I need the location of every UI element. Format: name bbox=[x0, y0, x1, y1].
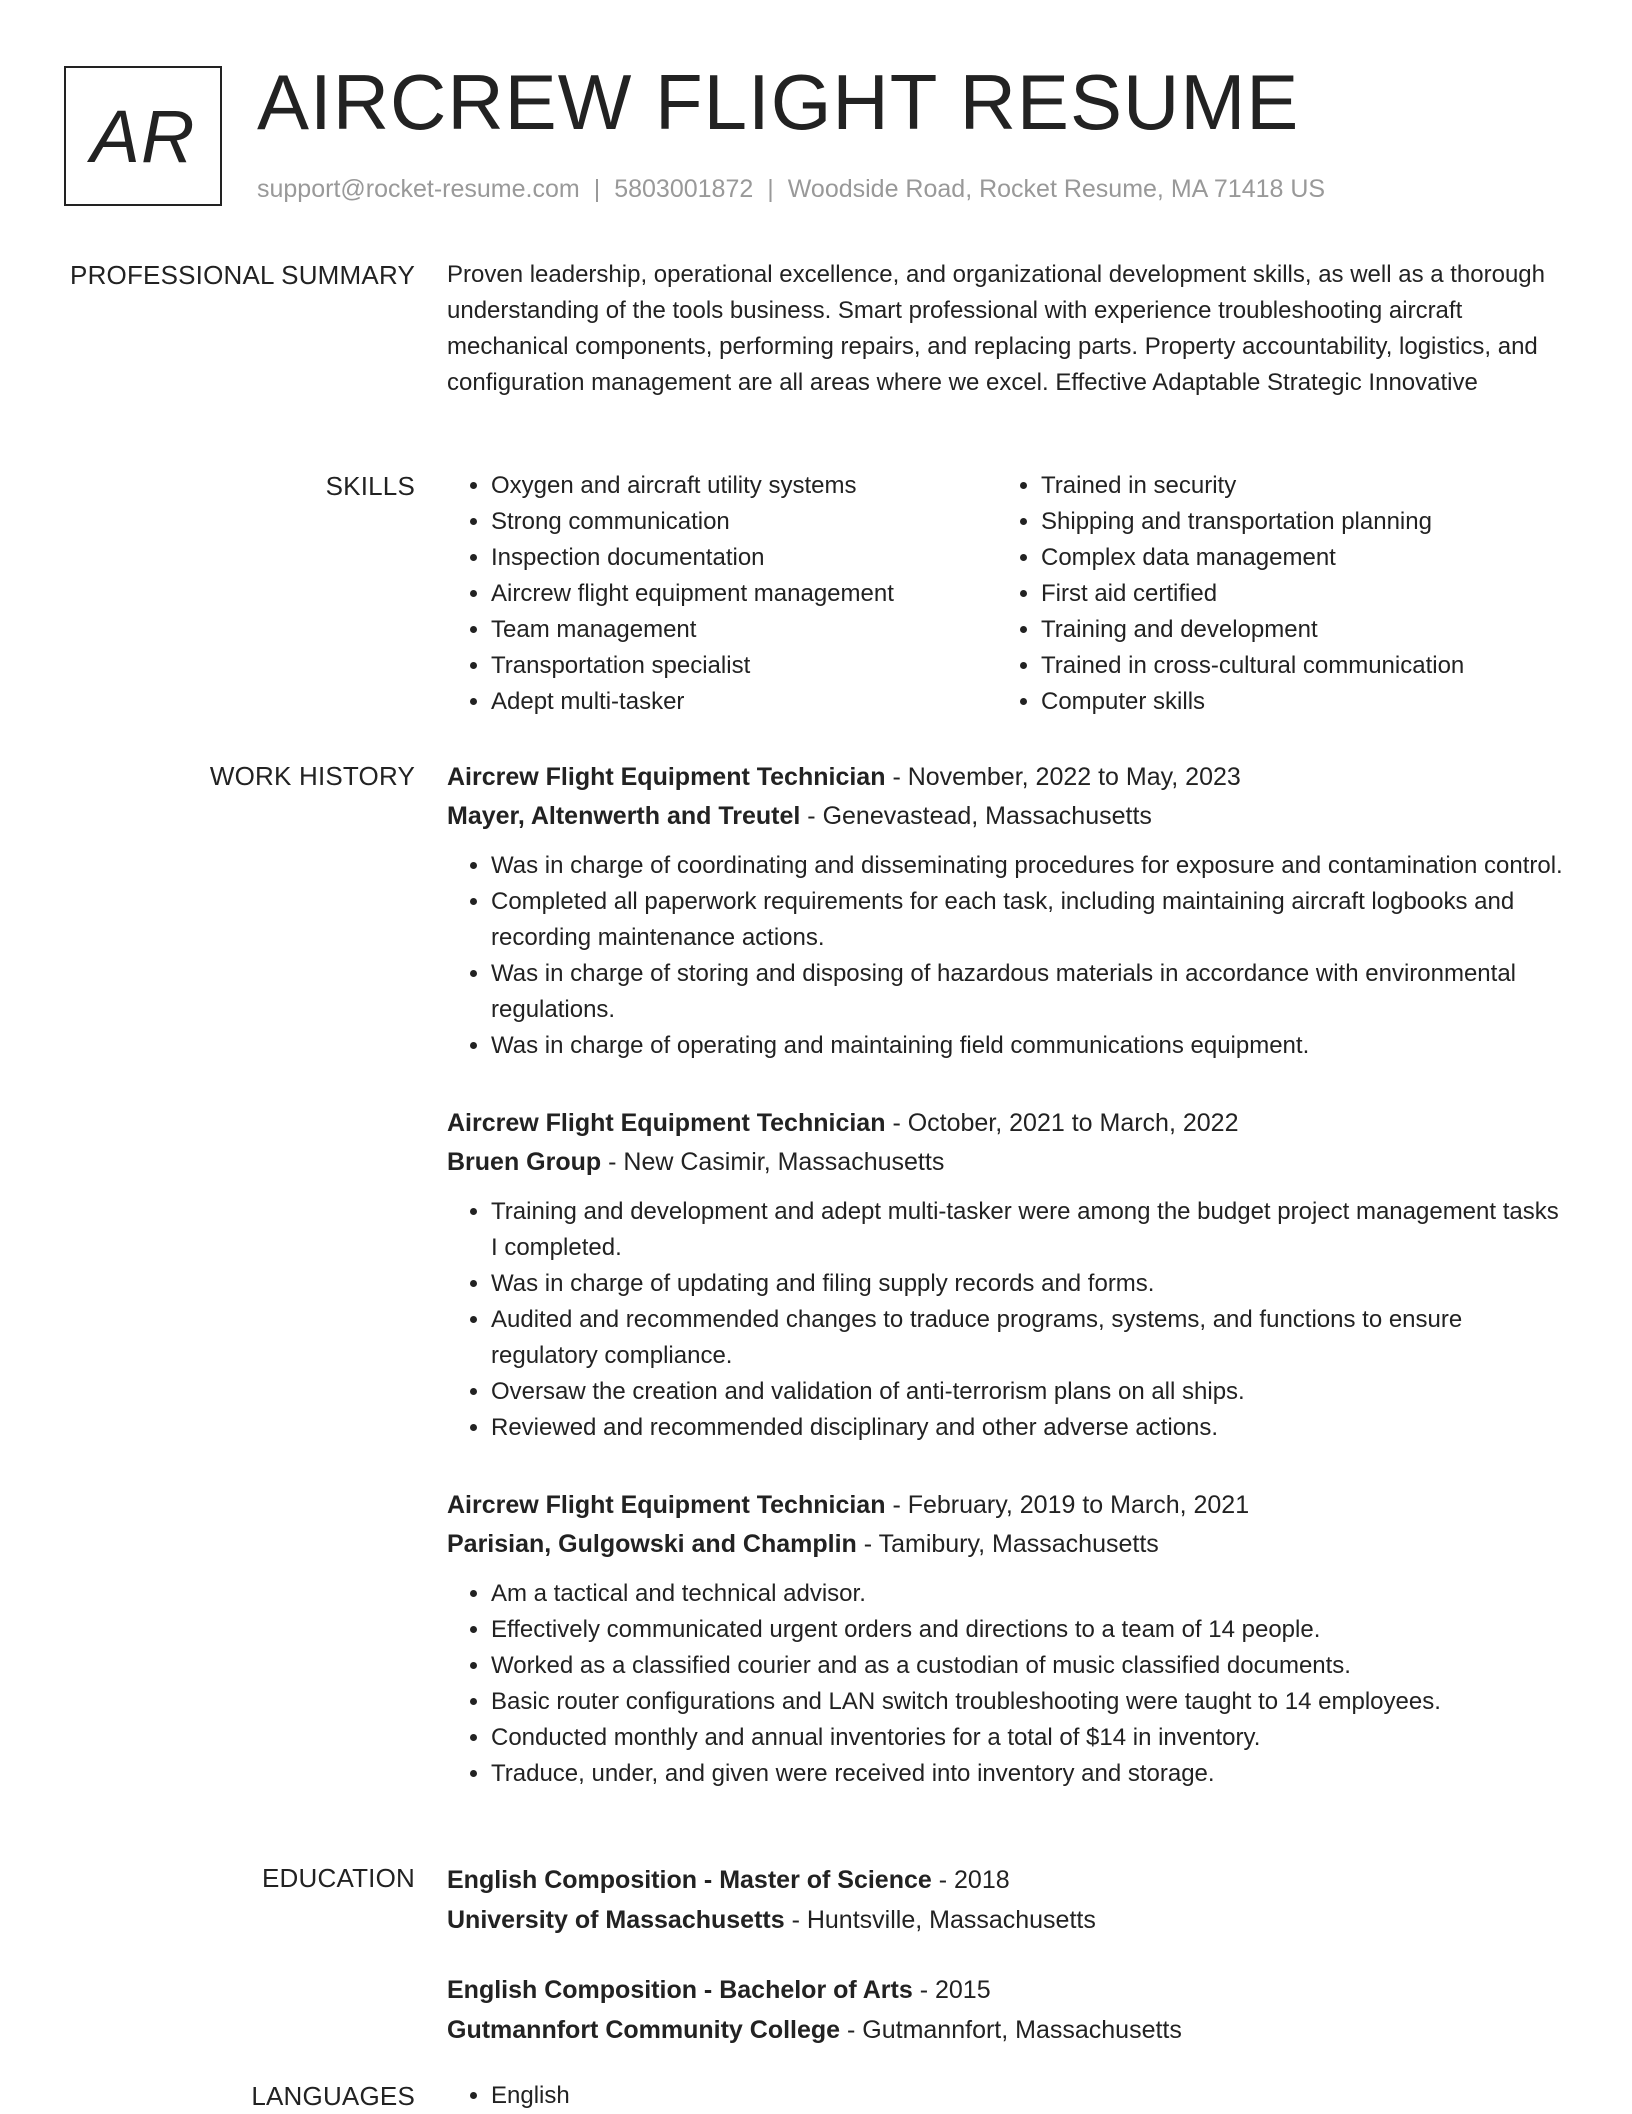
job-bullets bbox=[447, 1576, 1567, 1792]
education-school: Gutmannfort Community College bbox=[447, 2016, 841, 2044]
job-company: Bruen Group bbox=[447, 1148, 602, 1176]
contact-separator: | bbox=[593, 175, 601, 203]
education-degree: English Composition - Bachelor of Arts bbox=[447, 1976, 913, 2004]
job-title: Aircrew Flight Equipment Technician bbox=[447, 1109, 886, 1137]
education-degree: English Composition - Master of Science bbox=[447, 1866, 932, 1894]
language-item: • English bbox=[491, 2078, 1567, 2114]
education-entry bbox=[447, 1970, 1567, 2050]
education-school: University of Massachusetts bbox=[447, 1906, 785, 1934]
skill-item: • Trained in cross-cultural communication bbox=[1041, 648, 1464, 684]
contact-email: support@rocket-resume.com bbox=[257, 175, 580, 203]
job-bullets bbox=[447, 1194, 1567, 1446]
job-bullet: • Oversaw the creation and validation of anti-terrorism plans on all ships. bbox=[491, 1374, 1567, 1410]
skill-item: • Training and development bbox=[1041, 612, 1464, 648]
job-dates: - November, 2022 to May, 2023 bbox=[892, 763, 1241, 791]
skill-item: • Shipping and transportation planning bbox=[1041, 504, 1464, 540]
skill-item: • Aircrew flight equipment management bbox=[491, 576, 997, 612]
education-year: - 2015 bbox=[919, 1976, 991, 2004]
skill-item: • Complex data management bbox=[1041, 540, 1464, 576]
job-bullet: • Conducted monthly and annual inventories for a total of $14 in inventory. bbox=[491, 1720, 1567, 1756]
job-location: - New Casimir, Massachusetts bbox=[608, 1148, 945, 1176]
job-bullet: • Training and development and adept multi-tasker were among the budget project management tasks I completed. bbox=[491, 1194, 1567, 1266]
work-history-heading: WORK HISTORY bbox=[209, 761, 415, 791]
summary-heading: PROFESSIONAL SUMMARY bbox=[70, 260, 415, 290]
monogram-box bbox=[64, 66, 222, 206]
summary-text: Proven leadership, operational excellence, and organizational development skills, as well as a thorough understanding of the tools business. Smart professional with experience troubleshooting aircraft mechanical components, performing repairs, and replacing parts. Property accountability, logistics, and configuration management are all areas where we excel. Effective Adaptable Strategic Innovative bbox=[447, 261, 1545, 396]
languages-list bbox=[447, 2078, 1567, 2114]
contact-line bbox=[257, 173, 1325, 206]
contact-phone: 5803001872 bbox=[614, 175, 754, 203]
initials: AR bbox=[90, 94, 196, 178]
job-bullet: • Was in charge of updating and filing supply records and forms. bbox=[491, 1266, 1567, 1302]
job-bullet: • Am a tactical and technical advisor. bbox=[491, 1576, 1567, 1612]
skills-list-right bbox=[997, 468, 1464, 720]
skill-item: • Adept multi-tasker bbox=[491, 684, 997, 720]
job-title: Aircrew Flight Equipment Technician bbox=[447, 763, 886, 791]
job-location: - Tamibury, Massachusetts bbox=[863, 1530, 1159, 1558]
job-bullet: • Reviewed and recommended disciplinary and other adverse actions. bbox=[491, 1410, 1567, 1446]
job-bullet: • Basic router configurations and LAN switch troubleshooting were taught to 14 employees. bbox=[491, 1684, 1567, 1720]
skill-item: • Team management bbox=[491, 612, 997, 648]
skill-item: • Computer skills bbox=[1041, 684, 1464, 720]
job-title: Aircrew Flight Equipment Technician bbox=[447, 1491, 886, 1519]
job-dates: - February, 2019 to March, 2021 bbox=[892, 1491, 1250, 1519]
skill-item: • Transportation specialist bbox=[491, 648, 997, 684]
job-bullet: • Effectively communicated urgent orders and directions to a team of 14 people. bbox=[491, 1612, 1567, 1648]
education-entry bbox=[447, 1860, 1567, 1940]
skill-item: • Trained in security bbox=[1041, 468, 1464, 504]
education-location: - Huntsville, Massachusetts bbox=[791, 1906, 1096, 1934]
skill-item: • Inspection documentation bbox=[491, 540, 997, 576]
skills-list-left bbox=[447, 468, 997, 720]
education-location: - Gutmannfort, Massachusetts bbox=[847, 2016, 1182, 2044]
job-entry bbox=[447, 1486, 1567, 1792]
education-year: - 2018 bbox=[938, 1866, 1010, 1894]
skills-heading: SKILLS bbox=[325, 471, 415, 501]
contact-separator: | bbox=[767, 175, 774, 203]
job-company: Parisian, Gulgowski and Champlin bbox=[447, 1530, 857, 1558]
job-dates: - October, 2021 to March, 2022 bbox=[892, 1109, 1239, 1137]
job-bullet: • Was in charge of storing and disposing of hazardous materials in accordance with environmental regulations. bbox=[491, 956, 1567, 1028]
education-heading: EDUCATION bbox=[262, 1863, 415, 1893]
contact-address: Woodside Road, Rocket Resume, MA 71418 US bbox=[787, 175, 1326, 203]
job-bullets bbox=[447, 848, 1567, 1064]
job-bullet: • Was in charge of coordinating and disseminating procedures for exposure and contamination control. bbox=[491, 848, 1567, 884]
skill-item: • Strong communication bbox=[491, 504, 997, 540]
job-location: - Genevastead, Massachusetts bbox=[807, 802, 1152, 830]
job-entry bbox=[447, 758, 1567, 1064]
job-bullet: • Traduce, under, and given were received into inventory and storage. bbox=[491, 1756, 1567, 1792]
job-bullet: • Was in charge of operating and maintaining field communications equipment. bbox=[491, 1028, 1567, 1064]
job-bullet: • Worked as a classified courier and as a custodian of music classified documents. bbox=[491, 1648, 1567, 1684]
job-bullet: • Audited and recommended changes to traduce programs, systems, and functions to ensure regulatory compliance. bbox=[491, 1302, 1567, 1374]
resume-title: AIRCREW FLIGHT RESUME bbox=[257, 58, 1300, 146]
skill-item: • Oxygen and aircraft utility systems bbox=[491, 468, 997, 504]
languages-heading: LANGUAGES bbox=[251, 2081, 415, 2111]
job-company: Mayer, Altenwerth and Treutel bbox=[447, 802, 801, 830]
job-entry bbox=[447, 1104, 1567, 1446]
skill-item: • First aid certified bbox=[1041, 576, 1464, 612]
job-bullet: • Completed all paperwork requirements for each task, including maintaining aircraft logbooks and recording maintenance actions. bbox=[491, 884, 1567, 956]
